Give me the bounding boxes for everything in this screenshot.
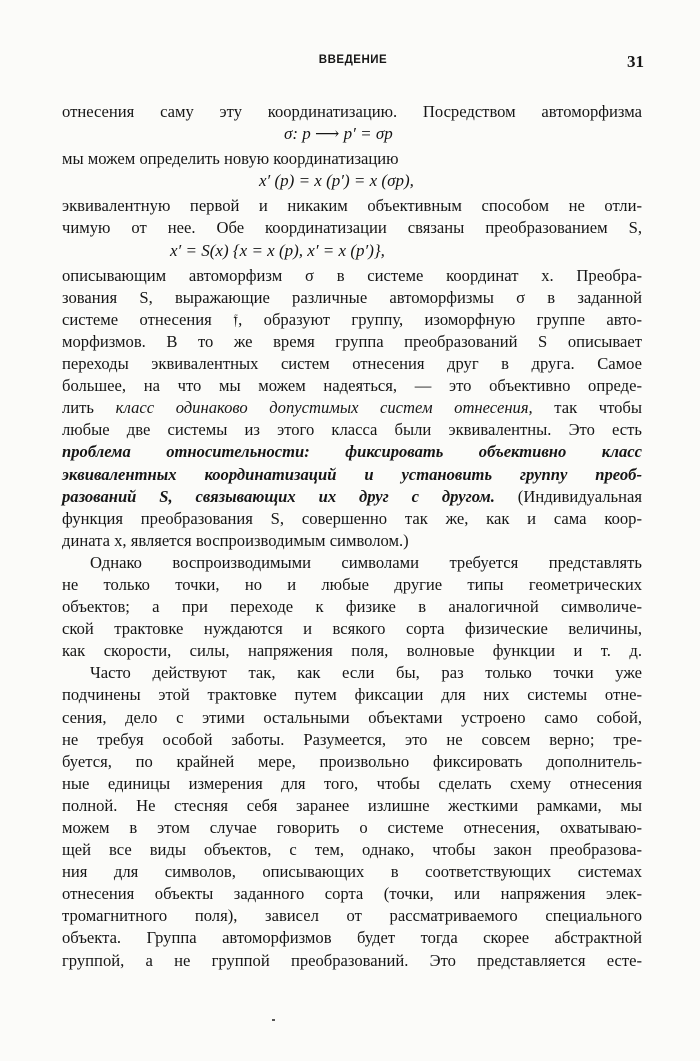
text-line: морфизмов. В то же время группа преобразований S описывает [62, 331, 642, 351]
text-line: объекта. Группа автоморфизмов будет тогда скорее абстрактной [62, 928, 642, 948]
text-line: буется, по крайней мере, произвольно фиксировать дополнитель- [62, 751, 642, 771]
formula-transformation: x′ = S(x) {x = x (p), x′ = x (p′)}, [170, 240, 385, 260]
page-header [62, 52, 644, 76]
page-number: 31 [627, 52, 644, 71]
running-head: ВВЕДЕНИЕ [318, 54, 388, 66]
text-run: так чтобы [532, 398, 643, 418]
text-line: щей все виды объектов, с тем, однако, чтобы закон преобразова- [62, 840, 642, 860]
formula-new-coordinatization: x′ (p) = x (p′) = x (σp), [259, 171, 414, 191]
text-line: не только точки, но и любые другие типы геометрических [62, 574, 642, 594]
text-line [62, 486, 642, 508]
text-run: (Индивидуальная [494, 486, 642, 506]
text-line: полной. Не стесняя себя заранее излишне жесткими рамками, мы [62, 795, 642, 815]
emphasized-line: эквивалентных координатизаций и установить группу преоб- [62, 464, 642, 484]
text-line: функция преобразования S, совершенно так же, как и сама коор- [62, 508, 642, 528]
text-line: тромагнитного поля), зависел от рассматриваемого специального [62, 906, 642, 926]
text-line: описывающим автоморфизм σ в системе координат x. Преобра- [62, 265, 642, 285]
text-line: отнесения саму эту координатизацию. Посредством автоморфизма [62, 102, 642, 121]
emphasized-line: проблема относительности: фиксировать объективно класс [62, 442, 642, 462]
italic-phrase: класс одинаково допустимых систем отнесения, [115, 398, 533, 418]
formula-automorphism: σ: p ⟶ p′ = σp [284, 124, 393, 144]
text-line: сения, дело с этими остальными объектами устроено само собой, [62, 707, 642, 727]
body-text [62, 101, 642, 972]
text-run: лить [62, 398, 116, 418]
text-line: как скорости, силы, напряжения поля, волновые функции и т. д. [62, 641, 642, 661]
text-line: отнесения объекты заданного сорта (точки, или напряжения элек- [62, 884, 642, 904]
text-line: ния для символов, описывающих в соответствующих системах [62, 862, 642, 882]
print-speck [272, 1019, 275, 1021]
paragraph-start: Часто действуют так, как если бы, раз только точки уже [90, 663, 642, 683]
text-line: подчинены этой трактовке путем фиксации для них системы отне- [62, 685, 642, 705]
text-line: ской трактовке нуждаются и всякого сорта физические величины, [62, 619, 642, 639]
text-line: чимую от нее. Обе координатизации связаны преобразованием S, [62, 218, 642, 238]
text-line: мы можем определить новую координатизацию [62, 149, 399, 169]
text-line: зования S, выражающие различные автоморфизмы σ в заданной [62, 287, 642, 307]
text-line: переходы эквивалентных систем отнесения друг в друга. Самое [62, 354, 642, 374]
text-line: ные единицы измерения для того, чтобы сделать схему отнесения [62, 773, 642, 793]
text-line: дината x, является воспроизводимым символом.) [62, 530, 409, 550]
text-line: не требуя особой заботы. Разумеется, это не совсем верно; тре- [62, 729, 642, 749]
paragraph-start: Однако воспроизводимыми символами требуется представлять [90, 552, 642, 572]
text-line [62, 397, 642, 419]
text-line: большее, на что мы можем надеяться, — это объективно опреде- [62, 376, 642, 396]
text-line: любые две системы из этого класса были эквивалентны. Это есть [62, 420, 642, 440]
text-line: системе отнесения 𝔣, образуют группу, изоморфную группе авто- [62, 309, 642, 329]
emphasized-phrase: разований S, связывающих их друг с другом. [62, 486, 495, 506]
text-line: можем в этом случае говорить о системе отнесения, охватываю- [62, 818, 642, 837]
text-line: объектов; а при переходе к физике в аналогичной символиче- [62, 597, 642, 617]
text-line: эквивалентную первой и никаким объективным способом не отли- [62, 196, 642, 216]
text-line: группой, а не группой преобразований. Это представляется есте- [62, 950, 642, 970]
